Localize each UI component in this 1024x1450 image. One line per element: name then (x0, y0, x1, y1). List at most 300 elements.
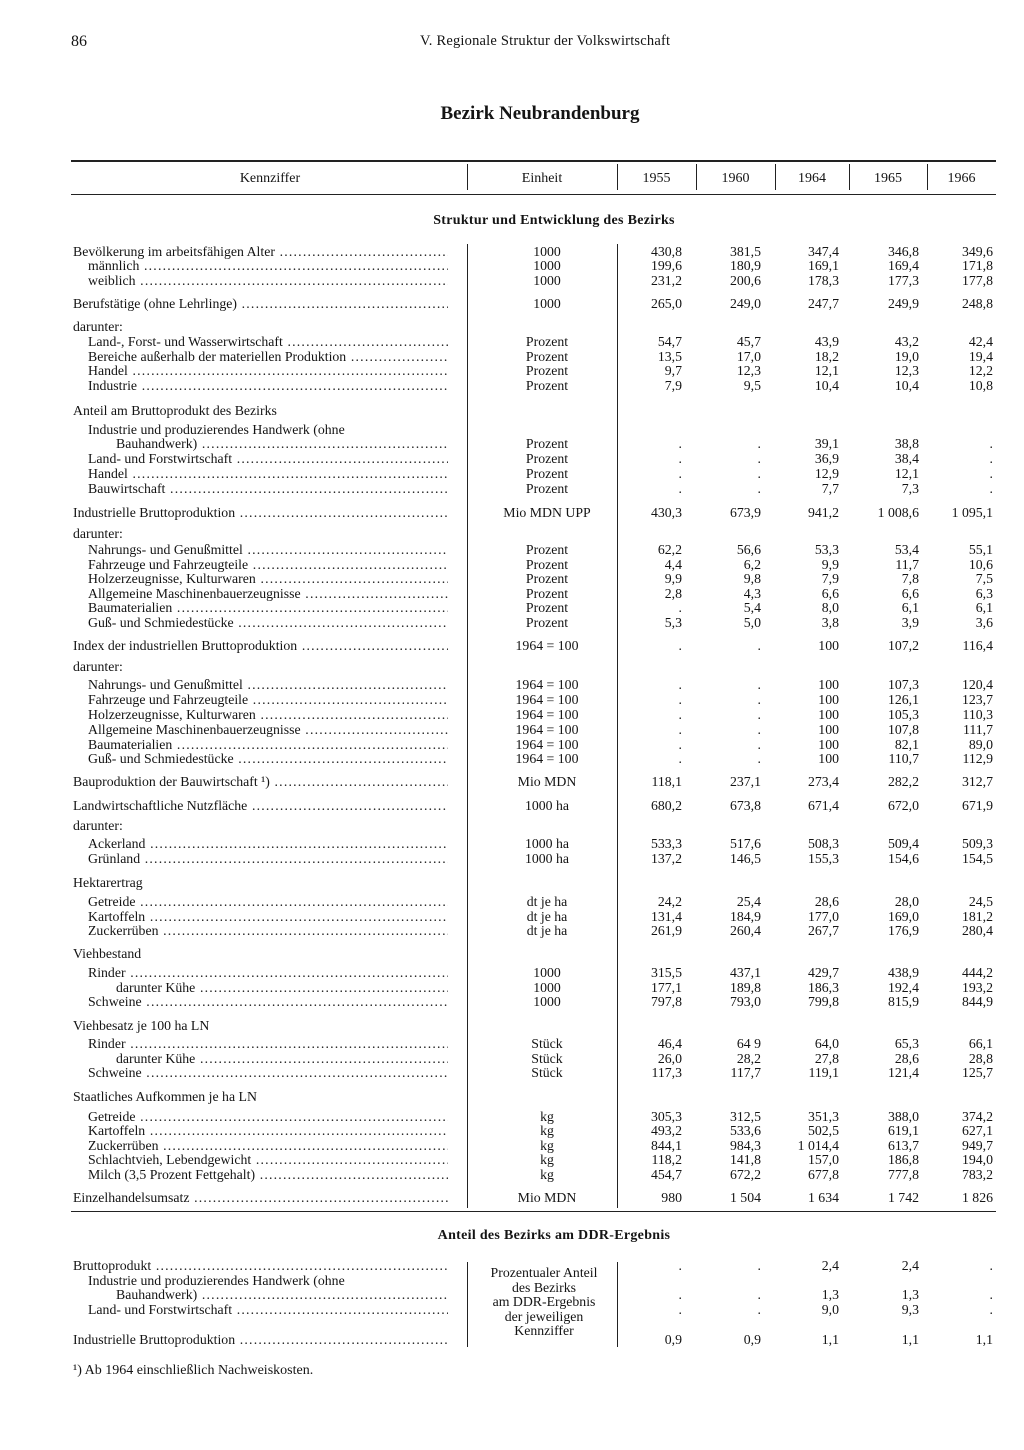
cell-1964: 941,2 (807, 505, 839, 520)
row-label: Index der industriellen Bruttoproduktion ..... (73, 638, 448, 653)
cell-1966: 949,7 (961, 1138, 993, 1153)
table-bottom-rule (71, 1211, 996, 1212)
cell-1955: 9,9 (664, 571, 682, 586)
row-label: Landwirtschaftliche Nutzfläche ..... (73, 798, 448, 813)
row-label: Industrie ..... (88, 378, 448, 393)
row-unit: Prozent (525, 542, 569, 557)
table-row (0, 737, 1024, 752)
cell-1966: 123,7 (961, 692, 993, 707)
row-label: Allgemeine Maschinenbauerzeugnisse ..... (88, 722, 448, 737)
cell-1966: 1 095,1 (951, 505, 993, 520)
cell-1960: 673,8 (729, 798, 761, 813)
unit-line: der jeweiligen (504, 1308, 584, 1324)
table-row (0, 1089, 1024, 1104)
cell-1955: 46,4 (657, 1036, 682, 1051)
cell-1955: 680,2 (650, 798, 682, 813)
row-unit: 1964 = 100 (515, 751, 579, 766)
cell-1964: 27,8 (814, 1051, 839, 1066)
row-label: Staatliches Aufkommen je ha LN (73, 1089, 257, 1104)
cell-1964: 10,4 (814, 378, 839, 393)
cell-1955: . (678, 1258, 682, 1273)
cell-1964: 18,2 (814, 349, 839, 364)
cell-1960: 437,1 (729, 965, 761, 980)
cell-1960: . (757, 436, 761, 451)
cell-1965: 249,9 (887, 296, 919, 311)
row-unit: 1000 ha (524, 836, 570, 851)
cell-1955: 4,4 (664, 557, 682, 572)
cell-1955: 493,2 (650, 1123, 682, 1138)
cell-1965: 82,1 (894, 737, 919, 752)
row-label: Bereiche außerhalb der materiellen Produktion ..... (88, 349, 448, 364)
cell-1964: 9,0 (821, 1302, 839, 1317)
row-label: Schweine ..... (88, 994, 448, 1009)
row-label: Bauhandwerk) ..... (116, 436, 448, 451)
row-label: Grünland ..... (88, 851, 448, 866)
table-row (0, 980, 1024, 995)
cell-1964: 100 (818, 707, 839, 722)
cell-1965: 10,4 (894, 378, 919, 393)
cell-1965: 388,0 (887, 1109, 919, 1124)
cell-1960: . (757, 677, 761, 692)
row-label: Fahrzeuge und Fahrzeugteile ..... (88, 692, 448, 707)
table-row (0, 244, 1024, 259)
cell-1965: 11,7 (895, 557, 919, 572)
cell-1960: 4,3 (743, 586, 761, 601)
cell-1955: . (678, 600, 682, 615)
footnote: ¹) Ab 1964 einschließlich Nachweiskosten. (73, 1363, 314, 1378)
cell-1966: 125,7 (961, 1065, 993, 1080)
table-row (0, 894, 1024, 909)
cell-1960: 180,9 (729, 258, 761, 273)
cell-1955: 533,3 (650, 836, 682, 851)
cell-1960: 117,7 (730, 1065, 761, 1080)
cell-1964: 169,1 (807, 258, 839, 273)
cell-1960: . (757, 1302, 761, 1317)
table-row (0, 451, 1024, 466)
row-label: Land- und Forstwirtschaft ..... (88, 451, 448, 466)
cell-1960: 25,4 (736, 894, 761, 909)
table-row (0, 1065, 1024, 1080)
cell-1966: 1 826 (961, 1190, 993, 1205)
cell-1965: 107,3 (887, 677, 919, 692)
row-label: Getreide ..... (88, 894, 448, 909)
cell-1966: 177,8 (961, 273, 993, 288)
cell-1965: 1,1 (901, 1332, 919, 1347)
cell-1955: 261,9 (650, 923, 682, 938)
table-row (0, 505, 1024, 520)
cell-1965: 38,8 (894, 436, 919, 451)
row-label: darunter: (73, 818, 123, 833)
row-unit: 1000 (533, 965, 561, 980)
table-row (0, 378, 1024, 393)
cell-1965: 169,4 (887, 258, 919, 273)
cell-1966: 12,2 (968, 363, 993, 378)
cell-1960: 984,3 (729, 1138, 761, 1153)
row-label: Guß- und Schmiedestücke ..... (88, 751, 448, 766)
cell-1965: 6,1 (901, 600, 919, 615)
cell-1955: . (678, 436, 682, 451)
table-top-rule (71, 160, 996, 162)
row-label: Holzerzeugnisse, Kulturwaren ..... (88, 707, 448, 722)
table-row (0, 774, 1024, 789)
cell-1965: 154,6 (887, 851, 919, 866)
cell-1966: 1,1 (975, 1332, 993, 1347)
row-unit: 1964 = 100 (515, 737, 579, 752)
cell-1966: . (989, 451, 993, 466)
cell-1955: 797,8 (650, 994, 682, 1009)
cell-1965: 169,0 (887, 909, 919, 924)
cell-1965: 6,6 (901, 586, 919, 601)
cell-1955: . (678, 751, 682, 766)
row-unit: 1964 = 100 (515, 638, 579, 653)
cell-1960: 45,7 (736, 334, 761, 349)
cell-1955: 430,8 (650, 244, 682, 259)
row-unit: 1964 = 100 (515, 692, 579, 707)
cell-1955: 137,2 (650, 851, 682, 866)
cell-1964: 100 (818, 737, 839, 752)
cell-1955: . (678, 722, 682, 737)
cell-1960: 237,1 (729, 774, 761, 789)
table-row (0, 1167, 1024, 1182)
table-row (0, 334, 1024, 349)
cell-1966: 42,4 (968, 334, 993, 349)
cell-1960: . (757, 1287, 761, 1302)
row-unit: Mio MDN (517, 1190, 577, 1205)
row-label: Land- und Forstwirtschaft ..... (88, 1302, 448, 1317)
row-label: Nahrungs- und Genußmittel ..... (88, 677, 448, 692)
row-unit: 1964 = 100 (515, 707, 579, 722)
cell-1966: 181,2 (961, 909, 993, 924)
cell-1960: 5,4 (743, 600, 761, 615)
cell-1960: 17,0 (736, 349, 761, 364)
cell-1965: 1 742 (887, 1190, 919, 1205)
cell-1966: 194,0 (961, 1152, 993, 1167)
table-row (0, 1190, 1024, 1205)
table-row (0, 851, 1024, 866)
header-year-1964: 1964 (798, 171, 826, 186)
cell-1964: 53,3 (814, 542, 839, 557)
cell-1965: 2,4 (901, 1258, 919, 1273)
cell-1960: 146,5 (729, 851, 761, 866)
row-unit: Prozent (525, 363, 569, 378)
table-row (0, 798, 1024, 813)
table-row (0, 994, 1024, 1009)
cell-1964: 1 014,4 (797, 1138, 839, 1153)
cell-1965: 12,1 (894, 466, 919, 481)
table-row (0, 1123, 1024, 1138)
cell-1965: 282,2 (887, 774, 919, 789)
cell-1964: 799,8 (807, 994, 839, 1009)
cell-1964: 100 (818, 677, 839, 692)
cell-1955: 0,9 (664, 1332, 682, 1347)
cell-1964: 429,7 (807, 965, 839, 980)
section2-unit-block (470, 1266, 618, 1339)
table-row (0, 600, 1024, 615)
cell-1964: 100 (818, 722, 839, 737)
cell-1960: 56,6 (736, 542, 761, 557)
cell-1966: 627,1 (961, 1123, 993, 1138)
row-label: Zuckerrüben ..... (88, 923, 448, 938)
table-row (0, 615, 1024, 630)
cell-1966: 783,2 (961, 1167, 993, 1182)
cell-1965: 107,2 (887, 638, 919, 653)
cell-1960: . (757, 481, 761, 496)
row-label: Schlachtvieh, Lebendgewicht ..... (88, 1152, 448, 1167)
row-label: Bauhandwerk) ..... (116, 1287, 448, 1302)
row-unit: 1000 (533, 980, 561, 995)
cell-1966: 312,7 (961, 774, 993, 789)
cell-1966: 280,4 (961, 923, 993, 938)
cell-1960: 1 504 (729, 1190, 761, 1205)
row-unit: 1964 = 100 (515, 722, 579, 737)
row-label: Kartoffeln ..... (88, 1123, 448, 1138)
table-row (0, 403, 1024, 418)
row-label: darunter: (73, 526, 123, 541)
table-row (0, 466, 1024, 481)
row-unit: dt je ha (526, 909, 568, 924)
row-label: Bauproduktion der Bauwirtschaft ¹) ..... (73, 774, 448, 789)
cell-1966: 66,1 (968, 1036, 993, 1051)
cell-1955: 9,7 (664, 363, 682, 378)
cell-1964: 3,8 (821, 615, 839, 630)
cell-1960: . (757, 638, 761, 653)
cell-1964: 8,0 (821, 600, 839, 615)
cell-1965: 346,8 (887, 244, 919, 259)
row-label: Handel ..... (88, 466, 448, 481)
cell-1960: 249,0 (729, 296, 761, 311)
row-label: Land-, Forst- und Wasserwirtschaft ..... (88, 334, 448, 349)
cell-1960: 64 9 (736, 1036, 761, 1051)
cell-1964: 7,7 (821, 481, 839, 496)
table-row (0, 436, 1024, 451)
page-title: Bezirk Neubrandenburg (440, 103, 640, 124)
cell-1955: 62,2 (657, 542, 682, 557)
cell-1955: . (678, 692, 682, 707)
cell-1960: . (757, 707, 761, 722)
cell-1964: 502,5 (807, 1123, 839, 1138)
cell-1966: 89,0 (968, 737, 993, 752)
row-label: Holzerzeugnisse, Kulturwaren ..... (88, 571, 448, 586)
table-row (0, 526, 1024, 541)
cell-1965: 613,7 (887, 1138, 919, 1153)
row-label: Schweine ..... (88, 1065, 448, 1080)
cell-1955: 26,0 (657, 1051, 682, 1066)
row-label: Einzelhandelsumsatz ..... (73, 1190, 448, 1205)
cell-1960: . (757, 722, 761, 737)
row-label: Allgemeine Maschinenbauerzeugnisse ..... (88, 586, 448, 601)
row-unit: 1000 ha (524, 851, 570, 866)
cell-1955: . (678, 1287, 682, 1302)
cell-1964: 347,4 (807, 244, 839, 259)
row-unit: kg (540, 1138, 554, 1153)
cell-1965: 176,9 (887, 923, 919, 938)
cell-1960: 141,8 (729, 1152, 761, 1167)
row-label: Hektarertrag (73, 875, 143, 890)
cell-1955: 13,5 (657, 349, 682, 364)
cell-1964: 1,1 (821, 1332, 839, 1347)
cell-1964: 177,0 (807, 909, 839, 924)
cell-1955: 54,7 (657, 334, 682, 349)
cell-1960: 312,5 (729, 1109, 761, 1124)
cell-1965: 65,3 (894, 1036, 919, 1051)
cell-1960: 184,9 (729, 909, 761, 924)
unit-line: am DDR-Ergebnis (492, 1294, 596, 1309)
cell-1960: 673,9 (729, 505, 761, 520)
cell-1965: 110,7 (888, 751, 919, 766)
row-label: darunter: (73, 319, 123, 334)
cell-1955: 430,3 (650, 505, 682, 520)
row-unit: 1000 (533, 273, 561, 288)
cell-1966: 28,8 (968, 1051, 993, 1066)
cell-1966: 116,4 (962, 638, 993, 653)
row-unit: Prozent (525, 571, 569, 586)
row-unit: Prozent (525, 481, 569, 496)
row-label: Bruttoprodukt ..... (73, 1258, 448, 1273)
cell-1965: 186,8 (887, 1152, 919, 1167)
cell-1964: 157,0 (807, 1152, 839, 1167)
row-unit: kg (540, 1167, 554, 1182)
cell-1965: 177,3 (887, 273, 919, 288)
row-unit: 1964 = 100 (515, 677, 579, 692)
cell-1955: . (678, 481, 682, 496)
cell-1960: 6,2 (743, 557, 761, 572)
cell-1964: 671,4 (807, 798, 839, 813)
cell-1965: 1 008,6 (877, 505, 919, 520)
row-label: Getreide ..... (88, 1109, 448, 1124)
cell-1955: 199,6 (650, 258, 682, 273)
cell-1965: 7,8 (901, 571, 919, 586)
cell-1966: 671,9 (961, 798, 993, 813)
row-unit: 1000 (533, 244, 561, 259)
unit-line: Prozentualer Anteil (490, 1265, 598, 1280)
cell-1964: 508,3 (807, 836, 839, 851)
cell-1960: 260,4 (729, 923, 761, 938)
cell-1964: 273,4 (807, 774, 839, 789)
cell-1965: 1,3 (901, 1287, 919, 1302)
row-unit: Stück (531, 1036, 563, 1051)
cell-1964: 178,3 (807, 273, 839, 288)
cell-1966: 509,3 (961, 836, 993, 851)
row-unit: kg (540, 1109, 554, 1124)
row-unit: Prozent (525, 436, 569, 451)
row-label: Baumaterialien ..... (88, 600, 448, 615)
table-row (0, 586, 1024, 601)
cell-1964: 155,3 (807, 851, 839, 866)
cell-1965: 126,1 (887, 692, 919, 707)
cell-1960: 12,3 (736, 363, 761, 378)
cell-1965: 619,1 (887, 1123, 919, 1138)
cell-1960: 0,9 (743, 1332, 761, 1347)
row-label: Guß- und Schmiedestücke ..... (88, 615, 448, 630)
cell-1964: 64,0 (814, 1036, 839, 1051)
row-label: Zuckerrüben ..... (88, 1138, 448, 1153)
cell-1964: 351,3 (807, 1109, 839, 1124)
cell-1955: 231,2 (650, 273, 682, 288)
cell-1955: . (678, 1302, 682, 1317)
cell-1965: 7,3 (901, 481, 919, 496)
table-row (0, 481, 1024, 496)
row-unit: Prozent (525, 557, 569, 572)
cell-1966: . (989, 1258, 993, 1273)
cell-1965: 121,4 (887, 1065, 919, 1080)
cell-1966: . (989, 466, 993, 481)
cell-1966: 444,2 (961, 965, 993, 980)
row-label: Rinder ..... (88, 1036, 448, 1051)
cell-1955: 305,3 (650, 1109, 682, 1124)
table-row (0, 1109, 1024, 1124)
cell-1955: . (678, 466, 682, 481)
row-unit: kg (540, 1152, 554, 1167)
table-row (0, 1051, 1024, 1066)
table-row (0, 923, 1024, 938)
row-label: Ackerland ..... (88, 836, 448, 851)
table-row (0, 542, 1024, 557)
cell-1966: 193,2 (961, 980, 993, 995)
cell-1965: 43,2 (894, 334, 919, 349)
table-row (0, 818, 1024, 833)
row-label: männlich ..... (88, 258, 448, 273)
cell-1955: . (678, 638, 682, 653)
table-row (0, 1018, 1024, 1033)
cell-1965: 192,4 (887, 980, 919, 995)
row-unit: dt je ha (526, 923, 568, 938)
cell-1966: . (989, 1287, 993, 1302)
cell-1960: 672,2 (729, 1167, 761, 1182)
row-unit: Stück (531, 1051, 563, 1066)
table-row (0, 836, 1024, 851)
cell-1966: 154,5 (961, 851, 993, 866)
cell-1966: 6,3 (975, 586, 993, 601)
row-unit: Prozent (525, 334, 569, 349)
row-unit: Mio MDN UPP (503, 505, 591, 520)
cell-1964: 247,7 (807, 296, 839, 311)
table-row (0, 659, 1024, 674)
row-label: Bevölkerung im arbeitsfähigen Alter ..... (73, 244, 448, 259)
cell-1965: 509,4 (887, 836, 919, 851)
cell-1965: 28,0 (894, 894, 919, 909)
cell-1966: 10,6 (968, 557, 993, 572)
row-label: Bauwirtschaft ..... (88, 481, 448, 496)
row-label: Fahrzeuge und Fahrzeugteile ..... (88, 557, 448, 572)
unit-line: Kennziffer (514, 1323, 574, 1338)
running-head: V. Regionale Struktur der Volkswirtschaft (420, 33, 671, 49)
header-kennziffer: Kennziffer (239, 171, 301, 186)
cell-1955: 980 (661, 1190, 682, 1205)
cell-1964: 6,6 (821, 586, 839, 601)
row-unit: Prozent (525, 466, 569, 481)
table-row (0, 751, 1024, 766)
row-unit: Mio MDN (517, 774, 577, 789)
cell-1955: 177,1 (650, 980, 682, 995)
cell-1964: 186,3 (807, 980, 839, 995)
cell-1955: 131,4 (650, 909, 682, 924)
cell-1955: 315,5 (650, 965, 682, 980)
cell-1966: 111,7 (962, 722, 993, 737)
row-unit: Prozent (525, 615, 569, 630)
table-header-rule (71, 194, 996, 195)
row-unit: 1000 (533, 296, 561, 311)
cell-1965: 53,4 (894, 542, 919, 557)
cell-1966: 7,5 (975, 571, 993, 586)
header-einheit: Einheit (521, 171, 563, 186)
cell-1955: 454,7 (650, 1167, 682, 1182)
cell-1965: 107,8 (887, 722, 919, 737)
table-row (0, 722, 1024, 737)
table-row (0, 296, 1024, 311)
table-row (0, 273, 1024, 288)
cell-1964: 36,9 (814, 451, 839, 466)
cell-1964: 7,9 (821, 571, 839, 586)
